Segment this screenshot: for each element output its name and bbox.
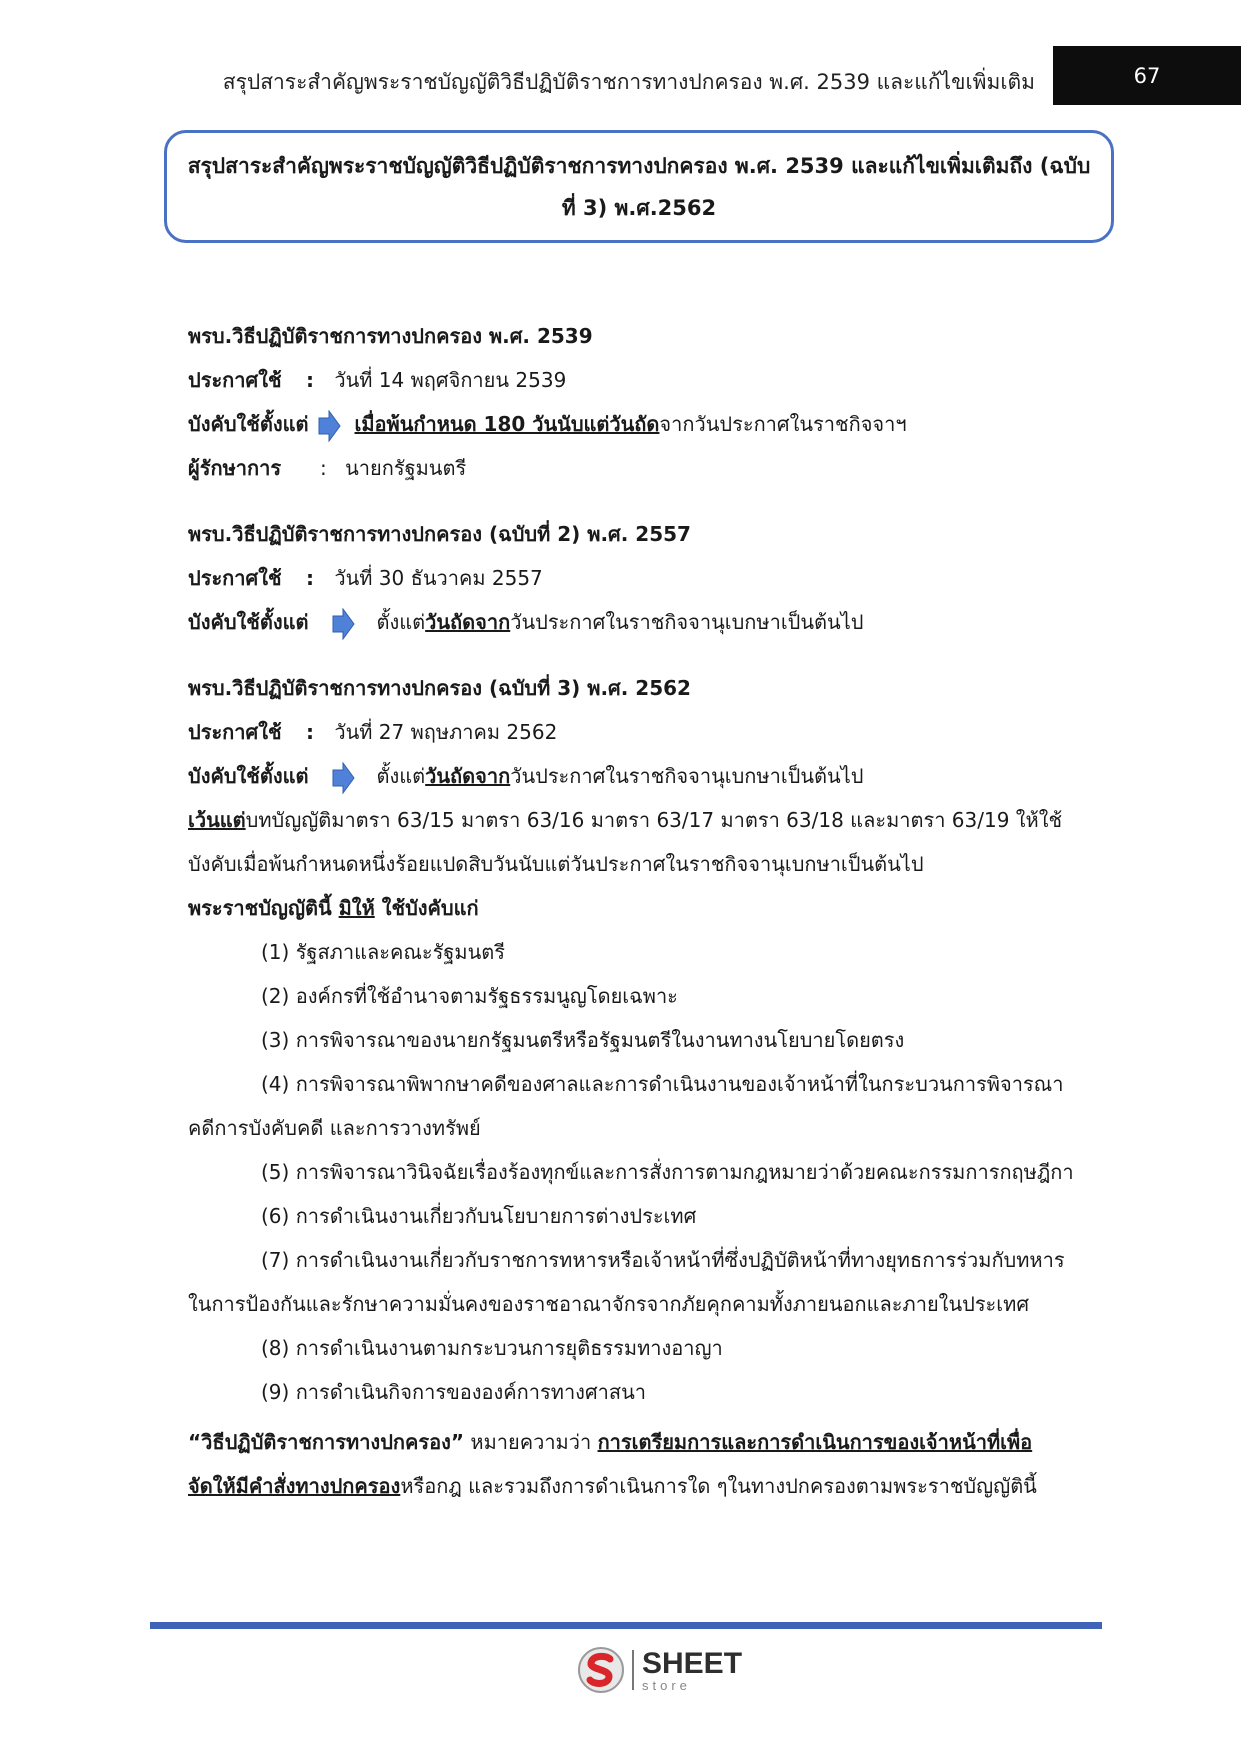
keeper-value: นายกรัฐมนตรี: [345, 456, 467, 480]
exception-line-2: บังคับเมื่อพ้นกำหนดหนึ่งร้อยแปดสิบวันนับแต่วันประกาศในราชกิจจานุเบกษาเป็นต้นไป: [188, 852, 924, 876]
list-item: (6) การดำเนินงานเกี่ยวกับนโยบายการต่างประเทศ: [261, 1204, 697, 1228]
definition-connector: หมายความว่า: [464, 1430, 598, 1454]
exception-emphasis: เว้นแต่: [188, 808, 246, 832]
act-3-title: พรบ.วิธีปฏิบัติราชการทางปกครอง (ฉบับที่ 3) พ.ศ. 2562: [188, 676, 691, 700]
announce-label: ประกาศใช้: [188, 566, 282, 590]
announce-label: ประกาศใช้: [188, 720, 282, 744]
act-2-title: พรบ.วิธีปฏิบัติราชการทางปกครอง (ฉบับที่ 2) พ.ศ. 2557: [188, 522, 691, 546]
definition-emphasis-1: การเตรียมการและการดำเนินการของเจ้าหน้าที่เพื่อ: [597, 1430, 1033, 1454]
sheet-store-logo: [576, 1645, 742, 1695]
list-item: (1) รัฐสภาและคณะรัฐมนตรี: [261, 940, 506, 964]
effective-label: บังคับใช้ตั้งแต่: [188, 412, 309, 436]
effective-emphasis: เมื่อพ้นกำหนด 180 วันนับแต่วันถัด: [354, 412, 660, 436]
effective-label: บังคับใช้ตั้งแต่: [188, 764, 309, 788]
announce-date: วันที่ 14 พฤศจิกายน 2539: [334, 368, 567, 392]
definition-emphasis-2: จัดให้มีคำสั่งทางปกครอง: [188, 1474, 401, 1498]
exception-line-1: [188, 798, 1090, 842]
announce-date: วันที่ 30 ธันวาคม 2557: [334, 566, 543, 590]
effective-prefix: ตั้งแต่: [376, 610, 426, 634]
list-item: (5) การพิจารณาวินิจฉัยเรื่องร้องทุกข์และการสั่งการตามกฎหมายว่าด้วยคณะกรรมการกฤษฎีกา: [261, 1160, 1074, 1184]
title-line-1: สรุปสาระสำคัญพระราชบัญญัติวิธีปฏิบัติราชการทางปกครอง พ.ศ. 2539 และแก้ไขเพิ่มเติมถึง (ฉบับ: [187, 153, 1091, 178]
effective-rest: วันประกาศในราชกิจจานุเบกษาเป็นต้นไป: [510, 764, 864, 788]
announce-date: วันที่ 27 พฤษภาคม 2562: [334, 720, 558, 744]
arrow-right-icon: [331, 762, 355, 794]
act-1-effective-row: [188, 402, 1090, 446]
definition-rest: หรือกฎ และรวมถึงการดำเนินการใด ๆในทางปกครองตามพระราชบัญญัตินี้: [400, 1474, 1037, 1498]
arrow-right-icon: [331, 608, 355, 640]
document-title-box: [164, 130, 1114, 243]
definition-line-2: [188, 1464, 1090, 1508]
arrow-right-icon: [317, 410, 341, 442]
page-number-tab: [1053, 46, 1241, 105]
effective-emphasis: วันถัดจาก: [425, 764, 511, 788]
logo-name: SHEET: [642, 1646, 743, 1680]
effective-rest: วันประกาศในราชกิจจานุเบกษาเป็นต้นไป: [510, 610, 864, 634]
not-applicable-suffix: ใช้บังคับแก่: [374, 896, 479, 920]
not-applicable-prefix: พระราชบัญญัตินี้: [188, 896, 339, 920]
act-2-announce-row: [188, 556, 1090, 600]
act-3-effective-row: [188, 754, 1090, 798]
list-item: (2) องค์กรที่ใช้อำนาจตามรัฐธรรมนูญโดยเฉพาะ: [261, 984, 678, 1008]
act-3-announce-row: [188, 710, 1090, 754]
definition-line-1: [188, 1420, 1090, 1464]
act-2-effective-row: [188, 600, 1090, 644]
colon-separator: :: [306, 720, 314, 744]
act-1-announce-row: [188, 358, 1090, 402]
announce-label: ประกาศใช้: [188, 368, 282, 392]
logo-subtitle: store: [642, 1677, 691, 1693]
list-item: (9) การดำเนินกิจการขององค์การทางศาสนา: [261, 1380, 646, 1404]
effective-emphasis: วันถัดจาก: [425, 610, 511, 634]
list-item-continuation: ในการป้องกันและรักษาความมั่นคงของราชอาณาจักรจากภัยคุกคามทั้งภายนอกและภายในประเทศ: [188, 1292, 1030, 1316]
list-item: (8) การดำเนินงานตามกระบวนการยุติธรรมทางอาญา: [261, 1336, 723, 1360]
title-line-2: ที่ 3) พ.ศ.2562: [561, 195, 717, 220]
effective-rest: จากวันประกาศในราชกิจจาฯ: [659, 412, 907, 436]
act-1-keeper-row: [188, 446, 1090, 490]
list-item-continuation: คดีการบังคับคดี และการวางทรัพย์: [188, 1116, 481, 1140]
logo-text: [642, 1646, 743, 1693]
page-number: 67: [1133, 63, 1161, 88]
colon-separator: :: [306, 368, 314, 392]
sheet-store-logo-icon: [576, 1645, 626, 1695]
list-item: (7) การดำเนินงานเกี่ยวกับราชการทหารหรือเจ้าหน้าที่ซึ่งปฏิบัติหน้าที่ทางยุทธการร่วมกับทหาร: [261, 1248, 1065, 1272]
definition-term: “วิธีปฏิบัติราชการทางปกครอง”: [188, 1430, 465, 1454]
effective-prefix: ตั้งแต่: [376, 764, 426, 788]
running-title: สรุปสาระสำคัญพระราชบัญญัติวิธีปฏิบัติราชการทางปกครอง พ.ศ. 2539 และแก้ไขเพิ่มเติม: [222, 70, 1035, 94]
not-applicable-emphasis: มิให้: [338, 896, 375, 920]
list-item: (4) การพิจารณาพิพากษาคดีของศาลและการดำเนินงานของเจ้าหน้าที่ในกระบวนการพิจารณา: [261, 1072, 1064, 1096]
act-1-title: พรบ.วิธีปฏิบัติราชการทางปกครอง พ.ศ. 2539: [188, 324, 593, 348]
not-applicable-heading: [188, 886, 1090, 930]
colon-separator: :: [306, 566, 314, 590]
logo-divider: [632, 1650, 634, 1690]
effective-label: บังคับใช้ตั้งแต่: [188, 610, 309, 634]
list-item: (3) การพิจารณาของนายกรัฐมนตรีหรือรัฐมนตรีในงานทางนโยบายโดยตรง: [261, 1028, 905, 1052]
document-body: [188, 314, 1090, 1508]
keeper-label: ผู้รักษาการ: [188, 456, 282, 480]
keeper-separator: :: [320, 456, 327, 480]
exception-text: บทบัญญัติมาตรา 63/15 มาตรา 63/16 มาตรา 63/17 มาตรา 63/18 และมาตรา 63/19 ให้ใช้: [245, 808, 1063, 832]
footer-rule: [150, 1622, 1102, 1629]
